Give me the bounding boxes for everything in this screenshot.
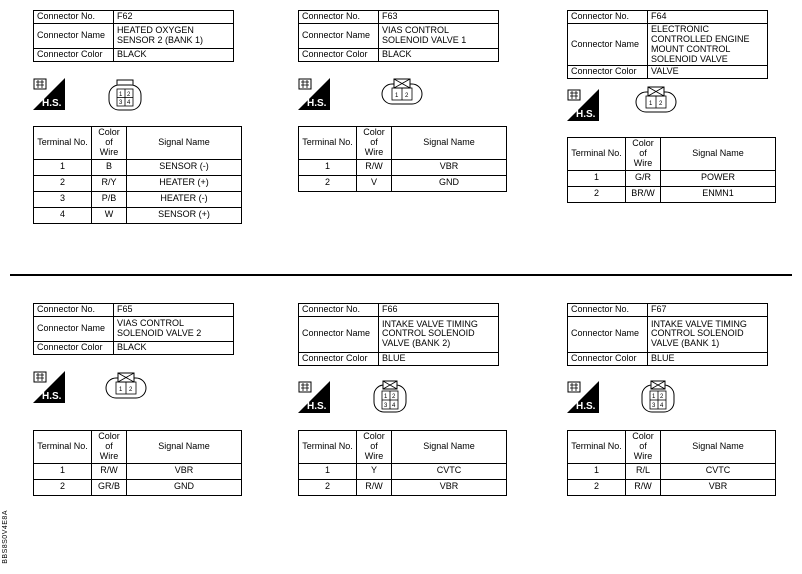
table-row — [299, 463, 507, 479]
connector-name-label: Connector Name — [299, 23, 379, 48]
terminal-no-header: Terminal No. — [299, 431, 357, 464]
terminal-table-f62 — [33, 126, 242, 224]
signal-name-header: Signal Name — [127, 431, 242, 464]
connector-color-value: BLACK — [114, 48, 234, 61]
signal-cell: ENMN1 — [661, 186, 776, 202]
color-of-wire-header: Color of Wire — [357, 127, 392, 160]
connector-color-value: VALVE — [648, 66, 768, 79]
connector-color-label: Connector Color — [34, 341, 114, 354]
signal-cell: HEATER (-) — [127, 191, 242, 207]
terminal-cell: 1 — [568, 170, 626, 186]
terminal-cell: 1 — [34, 463, 92, 479]
connector-no-label: Connector No. — [568, 304, 648, 317]
color-of-wire-header: Color of Wire — [626, 138, 661, 171]
hs-label: H.S. — [307, 98, 327, 109]
svg-text:4: 4 — [392, 403, 396, 409]
connector-no-label: Connector No. — [34, 304, 114, 317]
connector-name-value: ELECTRONIC CONTROLLED ENGINE MOUNT CONTROL SOLENOID VALVE — [648, 23, 768, 66]
connector-2pin-icon — [380, 78, 424, 106]
connector-2pin-icon — [104, 372, 148, 400]
wire-cell: V — [357, 175, 392, 191]
terminal-cell: 2 — [34, 479, 92, 495]
connector-no-label: Connector No. — [568, 11, 648, 24]
table-row — [34, 191, 242, 207]
connector-color-value: BLACK — [114, 341, 234, 354]
connector-name-value: VIAS CONTROL SOLENOID VALVE 2 — [114, 316, 234, 341]
svg-text:3: 3 — [384, 403, 388, 409]
connector-name-value: INTAKE VALVE TIMING CONTROL SOLENOID VALVE (BANK 2) — [379, 316, 499, 352]
signal-name-header: Signal Name — [661, 138, 776, 171]
wire-cell: P/B — [92, 191, 127, 207]
terminal-cell: 1 — [299, 159, 357, 175]
terminal-table-f64 — [567, 137, 776, 203]
signal-cell: VBR — [392, 159, 507, 175]
connector-color-value: BLACK — [379, 48, 499, 61]
connector-name-label: Connector Name — [568, 23, 648, 66]
wire-cell: R/W — [626, 479, 661, 495]
connector-name-value: INTAKE VALVE TIMING CONTROL SOLENOID VALVE (BANK 1) — [648, 316, 768, 352]
signal-cell: VBR — [392, 479, 507, 495]
svg-text:1: 1 — [649, 101, 653, 107]
svg-text:2: 2 — [129, 387, 133, 393]
terminal-table-f63 — [298, 126, 507, 192]
connector-color-value: BLUE — [648, 352, 768, 365]
svg-text:2: 2 — [127, 92, 131, 98]
hs-harness-side-icon — [567, 381, 599, 413]
signal-cell: CVTC — [392, 463, 507, 479]
wire-cell: GR/B — [92, 479, 127, 495]
svg-text:2: 2 — [659, 101, 663, 107]
signal-cell: VBR — [661, 479, 776, 495]
svg-text:4: 4 — [127, 100, 131, 106]
terminal-no-header: Terminal No. — [299, 127, 357, 160]
hs-label: H.S. — [576, 401, 596, 412]
signal-cell: SENSOR (+) — [127, 207, 242, 223]
color-of-wire-header: Color of Wire — [357, 431, 392, 464]
terminal-table-f66 — [298, 430, 507, 496]
connector-f67-info — [567, 303, 768, 366]
connector-name-value: HEATED OXYGEN SENSOR 2 (BANK 1) — [114, 23, 234, 48]
wire-cell: R/W — [357, 479, 392, 495]
signal-name-header: Signal Name — [127, 127, 242, 160]
svg-text:2: 2 — [660, 394, 664, 400]
terminal-table-f65 — [33, 430, 242, 496]
hs-label: H.S. — [42, 98, 62, 109]
signal-cell: SENSOR (-) — [127, 159, 242, 175]
table-row — [568, 463, 776, 479]
table-row — [299, 175, 507, 191]
terminal-no-header: Terminal No. — [34, 431, 92, 464]
terminal-no-header: Terminal No. — [568, 138, 626, 171]
connector-f63-info — [298, 10, 499, 62]
hs-label: H.S. — [576, 109, 596, 120]
hs-label: H.S. — [42, 391, 62, 402]
svg-text:4: 4 — [660, 403, 664, 409]
table-row — [34, 207, 242, 223]
terminal-cell: 2 — [568, 479, 626, 495]
connector-no-label: Connector No. — [299, 304, 379, 317]
terminal-cell: 2 — [34, 175, 92, 191]
connector-name-label: Connector Name — [34, 316, 114, 341]
signal-cell: VBR — [127, 463, 242, 479]
table-row — [34, 175, 242, 191]
terminal-no-header: Terminal No. — [568, 431, 626, 464]
connector-name-value: VIAS CONTROL SOLENOID VALVE 1 — [379, 23, 499, 48]
color-of-wire-header: Color of Wire — [626, 431, 661, 464]
terminal-cell: 1 — [299, 463, 357, 479]
color-of-wire-header: Color of Wire — [92, 431, 127, 464]
wire-cell: R/W — [357, 159, 392, 175]
hs-label: H.S. — [307, 401, 327, 412]
terminal-cell: 1 — [568, 463, 626, 479]
connector-color-label: Connector Color — [34, 48, 114, 61]
connector-name-label: Connector Name — [299, 316, 379, 352]
document-code: BBS8S0V4E8A — [2, 510, 9, 564]
svg-text:2: 2 — [392, 394, 396, 400]
svg-text:1: 1 — [384, 394, 388, 400]
connector-color-label: Connector Color — [568, 352, 648, 365]
connector-4pin-icon — [105, 78, 145, 112]
signal-name-header: Signal Name — [392, 431, 507, 464]
connector-name-label: Connector Name — [568, 316, 648, 352]
terminal-cell: 2 — [299, 479, 357, 495]
connector-f66-info — [298, 303, 499, 366]
connector-no-label: Connector No. — [299, 11, 379, 24]
connector-color-label: Connector Color — [568, 66, 648, 79]
table-row — [568, 170, 776, 186]
connector-no-value: F63 — [379, 11, 499, 24]
signal-cell: HEATER (+) — [127, 175, 242, 191]
wire-cell: B — [92, 159, 127, 175]
color-of-wire-header: Color of Wire — [92, 127, 127, 160]
terminal-no-header: Terminal No. — [34, 127, 92, 160]
hs-harness-side-icon — [298, 78, 330, 110]
signal-name-header: Signal Name — [392, 127, 507, 160]
wire-cell: R/Y — [92, 175, 127, 191]
wire-cell: W — [92, 207, 127, 223]
connector-color-value: BLUE — [379, 352, 499, 365]
hs-harness-side-icon — [298, 381, 330, 413]
table-row — [568, 186, 776, 202]
svg-text:3: 3 — [119, 100, 123, 106]
hs-harness-side-icon — [33, 371, 65, 403]
svg-text:1: 1 — [119, 92, 123, 98]
connector-no-label: Connector No. — [34, 11, 114, 24]
svg-text:2: 2 — [405, 93, 409, 99]
svg-text:3: 3 — [652, 403, 656, 409]
terminal-cell: 2 — [299, 175, 357, 191]
table-row — [568, 479, 776, 495]
connector-4pin-icon — [638, 380, 678, 414]
signal-cell: GND — [392, 175, 507, 191]
signal-cell: POWER — [661, 170, 776, 186]
terminal-cell: 3 — [34, 191, 92, 207]
table-row — [34, 479, 242, 495]
connector-4pin-icon — [370, 380, 410, 414]
table-row — [34, 463, 242, 479]
connector-f62-info — [33, 10, 234, 62]
table-row — [34, 159, 242, 175]
signal-cell: GND — [127, 479, 242, 495]
connector-f65-info — [33, 303, 234, 355]
terminal-cell: 4 — [34, 207, 92, 223]
svg-text:1: 1 — [119, 387, 123, 393]
wire-cell: R/W — [92, 463, 127, 479]
svg-text:1: 1 — [395, 93, 399, 99]
table-row — [299, 479, 507, 495]
connector-no-value: F62 — [114, 11, 234, 24]
wire-cell: Y — [357, 463, 392, 479]
connector-name-label: Connector Name — [34, 23, 114, 48]
connector-no-value: F64 — [648, 11, 768, 24]
hs-harness-side-icon — [567, 89, 599, 121]
connector-f64-info — [567, 10, 768, 79]
table-row — [299, 159, 507, 175]
signal-name-header: Signal Name — [661, 431, 776, 464]
wire-cell: G/R — [626, 170, 661, 186]
connector-2pin-icon — [634, 86, 678, 114]
connector-color-label: Connector Color — [299, 48, 379, 61]
connector-color-label: Connector Color — [299, 352, 379, 365]
connector-no-value: F66 — [379, 304, 499, 317]
terminal-cell: 1 — [34, 159, 92, 175]
terminal-table-f67 — [567, 430, 776, 496]
wire-cell: BR/W — [626, 186, 661, 202]
svg-text:1: 1 — [652, 394, 656, 400]
hs-harness-side-icon — [33, 78, 65, 110]
terminal-cell: 2 — [568, 186, 626, 202]
signal-cell: CVTC — [661, 463, 776, 479]
connector-no-value: F65 — [114, 304, 234, 317]
wire-cell: R/L — [626, 463, 661, 479]
section-divider — [10, 274, 792, 276]
connector-no-value: F67 — [648, 304, 768, 317]
